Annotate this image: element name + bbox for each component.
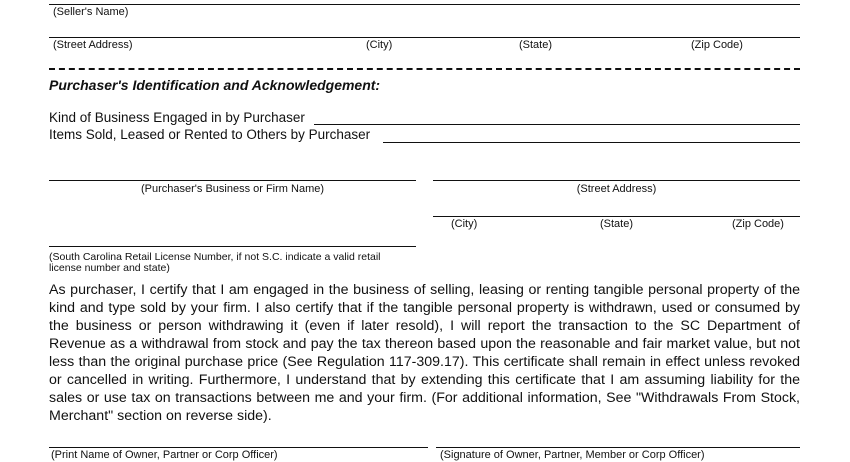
- seller-street-address-caption: (Street Address): [53, 39, 133, 51]
- kind-of-business-label: Kind of Business Engaged in by Purchaser: [49, 110, 305, 125]
- license-caption-line1: (South Carolina Retail License Number, if not S.C. indicate a valid retail: [49, 251, 381, 263]
- purchaser-street-address-field[interactable]: [433, 180, 800, 181]
- license-caption-line2: license number and state): [49, 262, 170, 274]
- signature-field[interactable]: [436, 447, 800, 448]
- signature-caption: (Signature of Owner, Partner, Member or Corp Officer): [440, 449, 705, 461]
- seller-zip-caption: (Zip Code): [691, 39, 743, 51]
- business-name-caption: (Purchaser's Business or Firm Name): [140, 183, 325, 195]
- business-name-field[interactable]: [49, 180, 416, 181]
- print-name-field[interactable]: [49, 447, 428, 448]
- sellers-name-line[interactable]: [49, 4, 800, 5]
- items-sold-label: Items Sold, Leased or Rented to Others by Purchaser: [49, 127, 371, 142]
- section-divider: [49, 68, 800, 70]
- purchaser-state-caption: (State): [600, 218, 634, 230]
- license-number-field[interactable]: [49, 246, 416, 247]
- purchaser-section-heading: Purchaser's Identification and Acknowledgement:: [49, 77, 381, 93]
- purchaser-street-address-caption: (Street Address): [576, 183, 657, 195]
- print-name-caption: (Print Name of Owner, Partner or Corp Officer): [51, 449, 278, 461]
- sellers-name-caption: (Seller's Name): [53, 6, 129, 18]
- purchaser-city-caption: (City): [451, 218, 478, 230]
- items-sold-field[interactable]: [383, 142, 800, 143]
- purchaser-city-state-zip-field[interactable]: [433, 216, 800, 217]
- certification-paragraph: As purchaser, I certify that I am engaged in the business of selling, leasing or renting tangible personal property of the kind and type sold by your firm. I also certify that if the tangible personal property is withdrawn, used or consumed by the business or person withdrawing it (even if later resold), I will report the transaction to the SC Department of Revenue as a withdrawal from stock and pay the tax thereon based upon the reasonable and fair market value, but not less than the original purchase price (See Regulation 117-309.17). This certificate shall remain in effect unless revoked or cancelled in writing. Furthermore, I understand that by extending this certificate that I am assuming liability for the sales or use tax on transactions between me and your firm. (For additional information, See "Withdrawals From Stock, Merchant" section on reverse side).: [49, 282, 800, 424]
- kind-of-business-field[interactable]: [314, 124, 800, 125]
- seller-address-line[interactable]: [49, 37, 800, 38]
- seller-city-caption: (City): [366, 39, 393, 51]
- purchaser-zip-caption: (Zip Code): [732, 218, 784, 230]
- seller-state-caption: (State): [519, 39, 553, 51]
